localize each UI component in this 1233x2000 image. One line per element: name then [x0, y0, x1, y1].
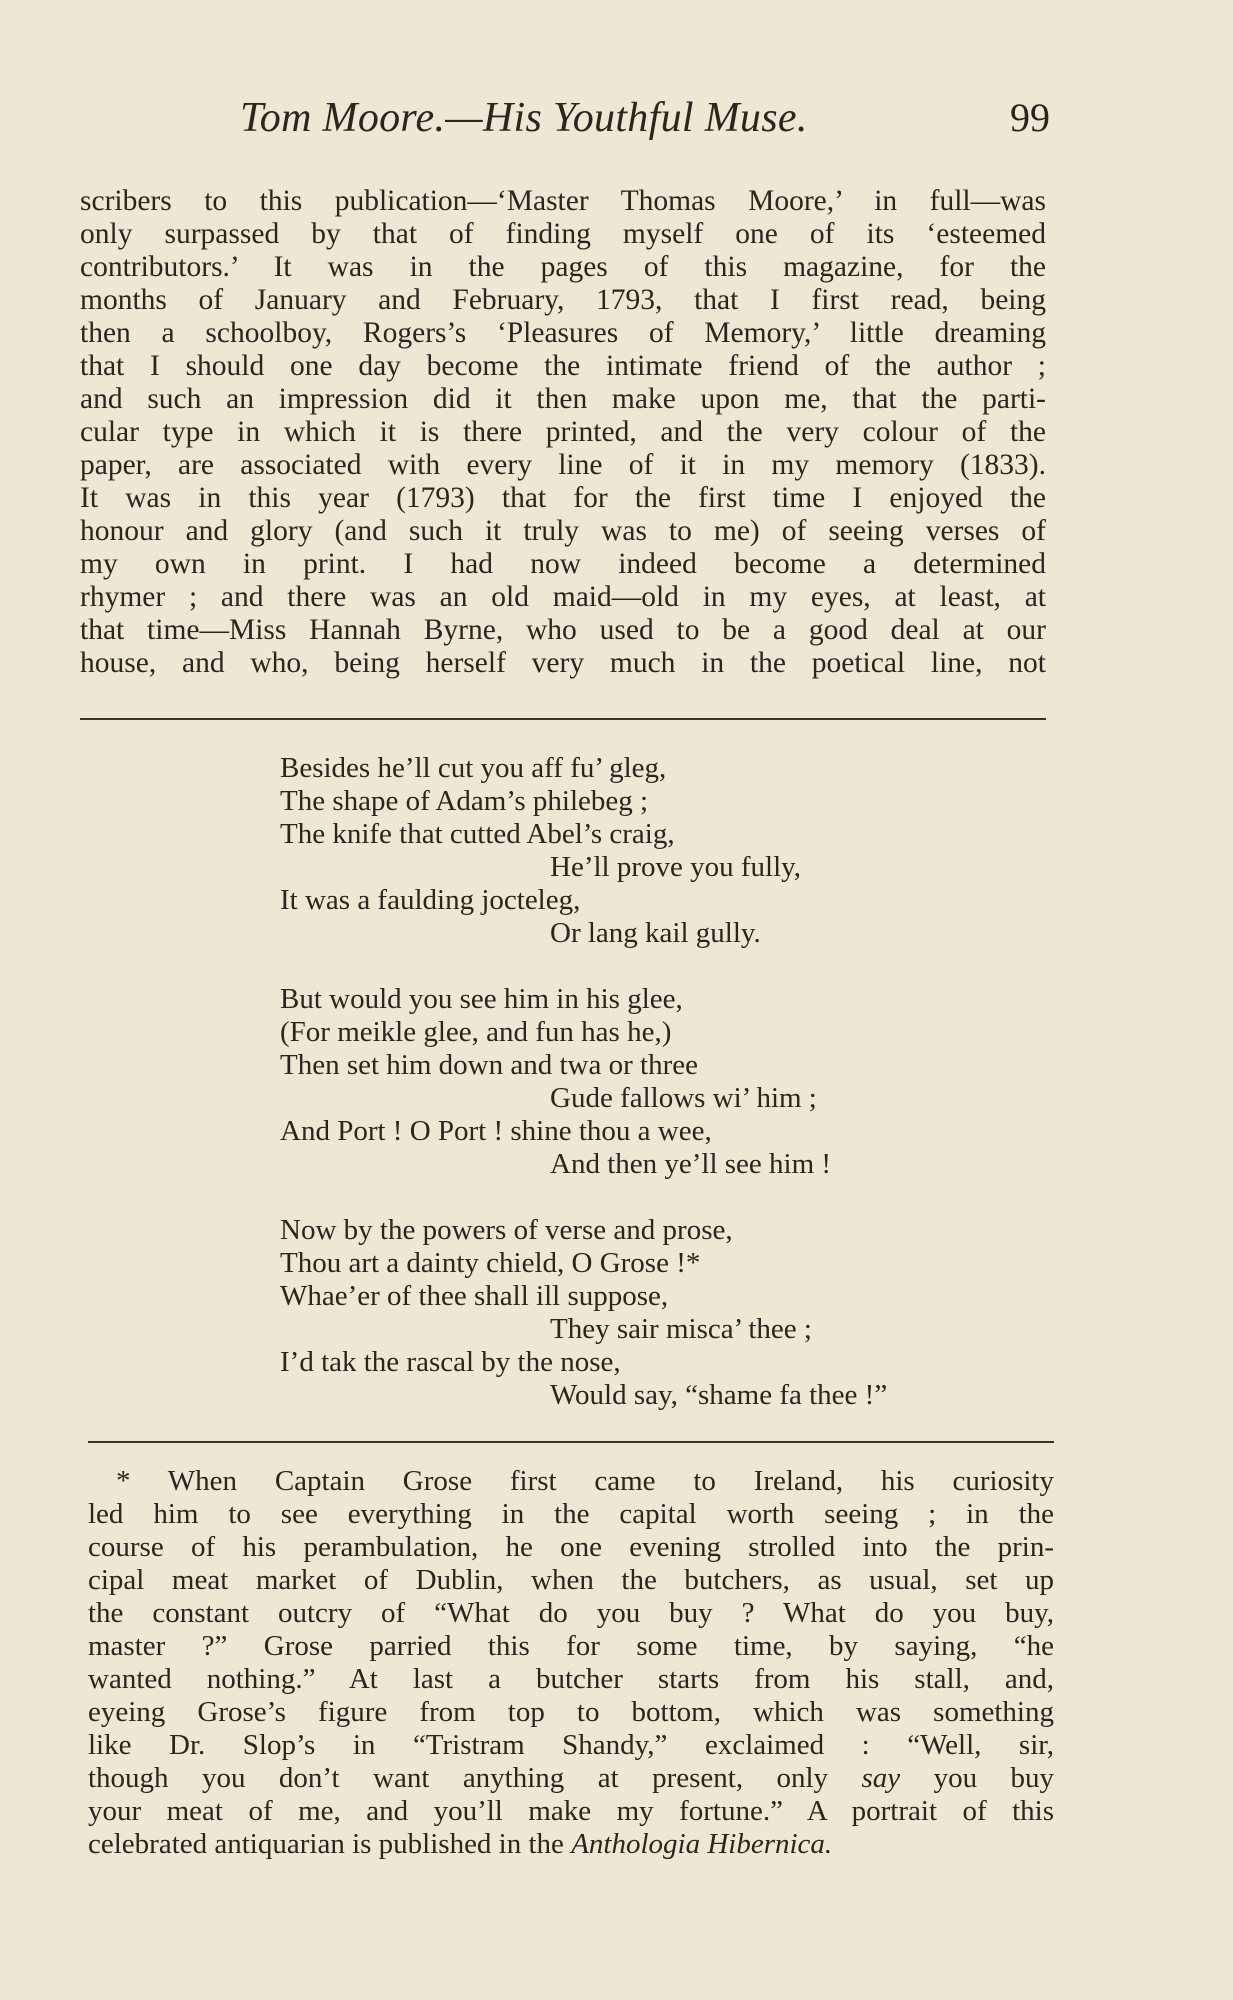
footnote-line: the constant outcry of “What do you buy ? What do you buy,: [88, 1597, 1054, 1629]
verse-line: But would you see him in his glee,: [280, 983, 683, 1015]
footnote-line: cipal meat market of Dublin, when the butchers, as usual, set up: [88, 1564, 1054, 1596]
body-line: contributors.’ It was in the pages of this magazine, for the: [80, 251, 1046, 283]
footnote-italic-text: say: [861, 1762, 901, 1794]
verse-line: Thou art a dainty chield, O Grose !*: [280, 1247, 701, 1279]
body-line: then a schoolboy, Rogers’s ‘Pleasures of Memory,’ little dreaming: [80, 317, 1046, 349]
page-number: 99: [1010, 95, 1050, 140]
verse-block: [280, 752, 1040, 1445]
verse-line: Now by the powers of verse and prose,: [280, 1214, 733, 1246]
body-line: scribers to this publication—‘Master Thomas Moore,’ in full—was: [80, 185, 1046, 217]
stanza: [280, 1214, 1040, 1412]
footnote-line: * When Captain Grose first came to Ireland, his curiosity: [116, 1465, 1054, 1497]
verse-line: Whae’er of thee shall ill suppose,: [280, 1280, 669, 1312]
body-line: cular type in which it is there printed, and the very colour of the: [80, 416, 1046, 448]
body-line: honour and glory (and such it truly was to me) of seeing verses of: [80, 515, 1046, 547]
verse-line: And then ye’ll see him !: [550, 1148, 832, 1180]
verse-line: (For meikle glee, and fun has he,): [280, 1016, 672, 1048]
verse-line: Besides he’ll cut you aff fu’ gleg,: [280, 752, 667, 784]
footnote-line: led him to see everything in the capital worth seeing ; in the: [88, 1498, 1054, 1530]
section-divider: [80, 718, 1046, 720]
verse-line: It was a faulding jocteleg,: [280, 884, 581, 916]
body-line: paper, are associated with every line of it in my memory (1833).: [80, 449, 1046, 481]
verse-line: He’ll prove you fully,: [550, 851, 802, 883]
body-line: house, and who, being herself very much in the poetical line, not: [80, 647, 1046, 679]
verse-line: Or lang kail gully.: [550, 917, 761, 949]
verse-line: The shape of Adam’s philebeg ;: [280, 785, 649, 817]
verse-line: Gude fallows wi’ him ;: [550, 1082, 817, 1114]
footnote-line: [88, 1828, 1054, 1861]
stanza: [280, 752, 1040, 950]
verse-line: The knife that cutted Abel’s craig,: [280, 818, 675, 850]
footnote: [88, 1465, 1054, 1861]
body-paragraph: [80, 185, 1046, 680]
verse-line: Then set him down and twa or three: [280, 1049, 698, 1081]
footnote-text: celebrated antiquarian is published in the: [88, 1828, 564, 1860]
footnote-text: you buy: [933, 1762, 1055, 1794]
footnote-line: like Dr. Slop’s in “Tristram Shandy,” exclaimed : “Well, sir,: [88, 1729, 1054, 1761]
footnote-text: though you don’t want anything at present, only: [88, 1762, 829, 1794]
body-line: It was in this year (1793) that for the first time I enjoyed the: [80, 482, 1046, 514]
footnote-line: course of his perambulation, he one evening strolled into the prin-: [88, 1531, 1054, 1563]
verse-line: And Port ! O Port ! shine thou a wee,: [280, 1115, 712, 1147]
footnote-line: wanted nothing.” At last a butcher starts from his stall, and,: [88, 1663, 1054, 1695]
verse-line: I’d tak the rascal by the nose,: [280, 1346, 621, 1378]
footnote-line: your meat of me, and you’ll make my fortune.” A portrait of this: [88, 1795, 1054, 1827]
body-line: rhymer ; and there was an old maid—old in my eyes, at least, at: [80, 581, 1046, 613]
body-line: my own in print. I had now indeed become a determined: [80, 548, 1046, 580]
body-line: that I should one day become the intimate friend of the author ;: [80, 350, 1046, 382]
verse-line: Would say, “shame fa thee !”: [550, 1379, 888, 1411]
stanza: [280, 983, 1040, 1181]
footnote-line: eyeing Grose’s figure from top to bottom, which was something: [88, 1696, 1054, 1728]
footnote-divider: [88, 1441, 1054, 1443]
verse-line: They sair misca’ thee ;: [550, 1313, 812, 1345]
body-line: and such an impression did it then make upon me, that the parti-: [80, 383, 1046, 415]
body-line: that time—Miss Hannah Byrne, who used to be a good deal at our: [80, 614, 1046, 646]
running-title: Tom Moore.—His Youthful Muse.: [240, 95, 808, 141]
footnote-line: [88, 1762, 1054, 1795]
footnote-italic-title: Anthologia Hibernica.: [571, 1828, 833, 1860]
page-header: [240, 92, 1050, 144]
body-line: only surpassed by that of finding myself one of its ‘esteemed: [80, 218, 1046, 250]
footnote-line: master ?” Grose parried this for some time, by saying, “he: [88, 1630, 1054, 1662]
body-line: months of January and February, 1793, that I first read, being: [80, 284, 1046, 316]
